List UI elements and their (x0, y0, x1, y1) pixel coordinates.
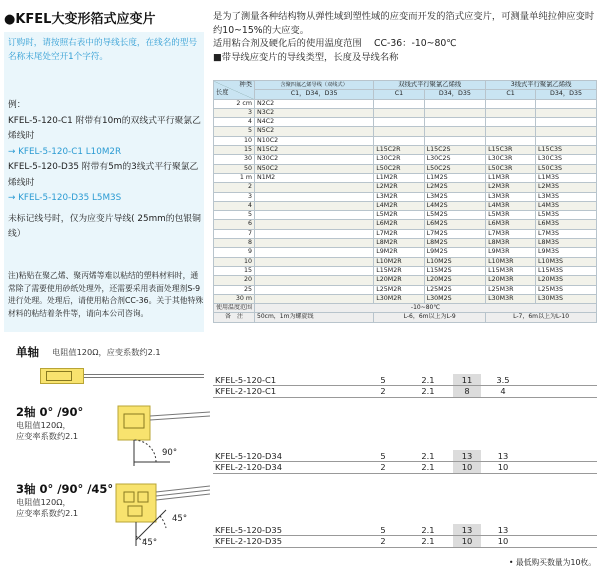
table-cell (486, 136, 536, 145)
table-row (214, 127, 597, 136)
table-row (214, 276, 597, 285)
adhesion-note: 注)粘贴在聚乙烯、聚丙烯等难以粘结的塑料材料时，通常除了需要使用砂纸处理外，还需要采用表面处理剂S-9进行处理。处理后，请使用粘合剂CC-36。关于其他特殊材料的粘结着条件等，请向本公司咨询。 (8, 271, 204, 318)
triaxial-angle-label-1: 45° (172, 514, 188, 524)
table-cell: 10 (214, 136, 255, 145)
table-cell (486, 118, 536, 127)
table-cell: L30C2R (374, 155, 424, 164)
section-biaxial-title: 2轴 0° /90° (16, 405, 84, 419)
table-cell (255, 220, 374, 229)
table-cell: L50C3S (536, 164, 597, 173)
table-cell: L2M3S (536, 183, 597, 192)
table-cell: L5M3R (486, 211, 536, 220)
table-row (214, 239, 597, 248)
table-cell: L6M2S (424, 220, 485, 229)
table-cell: L1M2S (424, 173, 485, 182)
table-cell (255, 239, 374, 248)
table-cell: L25M3R (486, 285, 536, 294)
section-biaxial-spec-2: 应变率系数约2.1 (16, 431, 79, 441)
table-cell: L10M2R (374, 257, 424, 266)
example-2-result: → KFEL-5-120-D35 L5M3S (8, 193, 122, 203)
product-model: KFEL-2-120-C1 (213, 386, 363, 398)
table-cell: L8M3S (536, 239, 597, 248)
table-cell: L50C2S (424, 164, 485, 173)
product-value (525, 462, 597, 474)
product-row (213, 524, 597, 536)
table-cell: 2 (214, 183, 255, 192)
table-cell: L2M2R (374, 183, 424, 192)
table-cell: N50C2 (255, 164, 374, 173)
product-value: 2 (363, 386, 403, 398)
product-value: 10 (453, 462, 481, 474)
table-cell: L10M2S (424, 257, 485, 266)
header-2wire: 双线式平行聚氯乙烯线 (374, 81, 486, 90)
table-cell: L6M3S (536, 220, 597, 229)
table-row (214, 108, 597, 117)
header-3wire-d: D34，D35 (536, 90, 597, 99)
header-length: 长度 (216, 89, 229, 97)
table-row (214, 164, 597, 173)
product-value: 5 (363, 524, 403, 536)
header-kind-length (214, 81, 255, 100)
product-value (525, 374, 597, 386)
remarks-2wire: L-6，6m以上为L-9 (374, 313, 486, 322)
product-row (213, 386, 597, 398)
table-cell (255, 201, 374, 210)
section-uniaxial-spec: 电阻值120Ω，应变系数约2.1 (52, 347, 161, 357)
header-ptfe-sub: C1，D34，D35 (255, 90, 374, 99)
table-row (214, 248, 597, 257)
table-cell: L6M2R (374, 220, 424, 229)
section-triaxial-title: 3轴 0° /90° /45° (16, 482, 114, 496)
intro-text (213, 10, 598, 64)
product-model: KFEL-5-120-D34 (213, 450, 363, 462)
section-triaxial-spec-2: 应变率系数约2.1 (16, 508, 79, 518)
table-cell: N4C2 (255, 118, 374, 127)
table-cell (255, 276, 374, 285)
table-cell (374, 127, 424, 136)
product-value (525, 536, 597, 548)
table-cell: L30M3R (486, 294, 536, 303)
table-cell (424, 118, 485, 127)
intro-line-1: 是为了测量各种结构物从弹性域到塑性域的应变而开发的箔式应变片，可测量单纯拉伸应变时约10~15%的大应变。 (213, 11, 595, 36)
product-value: 2.1 (403, 536, 453, 548)
table-row (214, 201, 597, 210)
table-cell: 15 (214, 146, 255, 155)
table-cell: L7M2S (424, 229, 485, 238)
example-1-result: → KFEL-5-120-C1 L10M2R (8, 146, 122, 157)
product-value: 2 (363, 462, 403, 474)
table-cell (486, 99, 536, 108)
example-2-text: KFEL-5-120-D35 附带有5m的3线式平行聚氯乙烯线时 (8, 162, 199, 188)
table-cell: 9 (214, 248, 255, 257)
table-cell (424, 108, 485, 117)
product-row (213, 374, 597, 386)
product-value: 13 (453, 450, 481, 462)
table-cell: L15M3R (486, 266, 536, 275)
table-cell: 30 (214, 155, 255, 164)
example-label: 例： (8, 100, 26, 110)
table-cell: L25M2S (424, 285, 485, 294)
table-cell: N5C2 (255, 127, 374, 136)
product-row (213, 450, 597, 462)
header-3wire-c1: C1 (486, 90, 536, 99)
table-cell: 50 (214, 164, 255, 173)
table-cell: 8 (214, 239, 255, 248)
product-value: 8 (453, 386, 481, 398)
table-cell: L1M3R (486, 173, 536, 182)
table-cell: L1M2R (374, 173, 424, 182)
table-cell: L5M3S (536, 211, 597, 220)
table-cell: 10 (214, 257, 255, 266)
table-row (214, 99, 597, 108)
table-row (214, 294, 597, 303)
table-cell (536, 136, 597, 145)
table-cell: L6M3R (486, 220, 536, 229)
table-cell: L25M2R (374, 285, 424, 294)
table-row (214, 155, 597, 164)
table-cell (486, 108, 536, 117)
example-1-text: KFEL-5-120-C1 附带有10m的双线式平行聚氯乙烯线时 (8, 115, 201, 141)
table-cell: L30M3S (536, 294, 597, 303)
table-row (214, 118, 597, 127)
table-cell (255, 285, 374, 294)
section-biaxial-spec-1: 电阻值120Ω， (16, 420, 71, 430)
table-cell: L5M2R (374, 211, 424, 220)
table-cell: L7M3S (536, 229, 597, 238)
table-cell (374, 99, 424, 108)
table-cell: 3 (214, 192, 255, 201)
table-cell: L8M2R (374, 239, 424, 248)
table-cell: 4 (214, 118, 255, 127)
table-cell (424, 127, 485, 136)
table-cell: 2 cm (214, 99, 255, 108)
product-table-biaxial (213, 450, 597, 474)
table-cell (424, 99, 485, 108)
remarks-3wire: L-7，6m以上为L-10 (486, 313, 597, 322)
product-value: 2.1 (403, 374, 453, 386)
table-cell: L15C3R (486, 146, 536, 155)
table-cell (255, 248, 374, 257)
table-row (214, 146, 597, 155)
product-row (213, 462, 597, 474)
table-cell (374, 118, 424, 127)
ordering-examples (8, 98, 204, 207)
table-cell (255, 266, 374, 275)
product-model: KFEL-5-120-D35 (213, 524, 363, 536)
page-title: ●KFEL大变形箔式应变片 (4, 12, 156, 27)
table-cell: L50C2R (374, 164, 424, 173)
table-cell: 7 (214, 229, 255, 238)
table-cell: L3M2S (424, 192, 485, 201)
header-2wire-c1: C1 (374, 90, 424, 99)
table-cell: L15M3S (536, 266, 597, 275)
product-value: 2.1 (403, 524, 453, 536)
table-cell (255, 211, 374, 220)
table-cell: L5M2S (424, 211, 485, 220)
table-cell: 3 (214, 108, 255, 117)
table-cell: L3M2R (374, 192, 424, 201)
product-value: 4 (481, 386, 525, 398)
temp-range-value: -10~80℃ (255, 304, 597, 313)
unmarked-lead-note: 未标记线号时，仅为应变片导线( 25mm的包银铜线） (8, 214, 201, 239)
product-value: 5 (363, 450, 403, 462)
table-cell: 5 (214, 127, 255, 136)
table-cell: L30C2S (424, 155, 485, 164)
table-cell: N15C2 (255, 146, 374, 155)
product-value: 2.1 (403, 450, 453, 462)
table-cell: L15M2R (374, 266, 424, 275)
table-cell (255, 183, 374, 192)
table-cell: L20M2R (374, 276, 424, 285)
section-uniaxial-title: 单轴 (16, 345, 39, 359)
intro-line-2: 适用粘合剂及硬化后的使用温度范围 CC-36：-10~80℃ (213, 38, 457, 49)
product-value: 3.5 (481, 374, 525, 386)
product-value: 5 (363, 374, 403, 386)
remarks-label: 备 注 (214, 313, 255, 322)
table-cell: L3M3S (536, 192, 597, 201)
table-cell: 20 (214, 276, 255, 285)
table-cell: 25 (214, 285, 255, 294)
table-cell: 4 (214, 201, 255, 210)
table-cell: L10M3S (536, 257, 597, 266)
triaxial-angle-label-2: 45° (142, 538, 158, 548)
header-ptfe: 含聚四氟乙烯导线（双线式） (255, 81, 374, 90)
product-model: KFEL-2-120-D34 (213, 462, 363, 474)
table-cell: 5 (214, 211, 255, 220)
minimum-order-note: • 最低购买数量为10枚。 (508, 558, 596, 567)
table-cell: L9M2R (374, 248, 424, 257)
table-cell: L8M2S (424, 239, 485, 248)
product-table-triaxial (213, 524, 597, 548)
table-cell (255, 294, 374, 303)
table-cell (536, 118, 597, 127)
product-value (525, 450, 597, 462)
table-cell: L15C3S (536, 146, 597, 155)
table-cell: L20M3R (486, 276, 536, 285)
table-cell: L30M2R (374, 294, 424, 303)
triaxial-gauge-illustration (110, 480, 210, 550)
table-cell (374, 136, 424, 145)
header-kind: 种类 (239, 81, 253, 88)
header-2wire-d: D34，D35 (424, 90, 485, 99)
table-row (214, 192, 597, 201)
table-cell: L30C3S (536, 155, 597, 164)
remarks-ptfe: 50cm，1m为螺旋线 (255, 313, 374, 322)
table-cell: L50C3R (486, 164, 536, 173)
table-cell: L10M3R (486, 257, 536, 266)
table-cell: L4M3S (536, 201, 597, 210)
biaxial-gauge-illustration (110, 400, 210, 470)
table-cell: L30C3R (486, 155, 536, 164)
table-cell (536, 99, 597, 108)
table-cell (374, 108, 424, 117)
table-cell: 6 (214, 220, 255, 229)
table-cell: N10C2 (255, 136, 374, 145)
table-row (214, 136, 597, 145)
product-value: 10 (481, 462, 525, 474)
table-cell: L20M3S (536, 276, 597, 285)
table-cell: 15 (214, 266, 255, 275)
table-cell: L3M3R (486, 192, 536, 201)
table-row (214, 257, 597, 266)
product-model: KFEL-5-120-C1 (213, 374, 363, 386)
table-cell: L9M3R (486, 248, 536, 257)
section-triaxial-spec-1: 电阻值120Ω， (16, 497, 71, 507)
table-cell (255, 192, 374, 201)
table-cell: N2C2 (255, 99, 374, 108)
product-model: KFEL-2-120-D35 (213, 536, 363, 548)
table-cell: L9M3S (536, 248, 597, 257)
table-cell: N1M2 (255, 173, 374, 182)
lead-wire-table (213, 80, 597, 323)
table-row (214, 211, 597, 220)
ordering-info-panel (4, 32, 204, 332)
table-cell: N3C2 (255, 108, 374, 117)
table-cell: N30C2 (255, 155, 374, 164)
table-cell: L15C2R (374, 146, 424, 155)
table-cell (255, 229, 374, 238)
table-cell: L15C2S (424, 146, 485, 155)
table-row (214, 220, 597, 229)
table-row (214, 183, 597, 192)
table-cell: L7M3R (486, 229, 536, 238)
table-cell: L4M3R (486, 201, 536, 210)
table-cell: L15M2S (424, 266, 485, 275)
table-cell: L25M3S (536, 285, 597, 294)
table-cell: L7M2R (374, 229, 424, 238)
product-value: 13 (453, 524, 481, 536)
biaxial-angle-label: 90° (162, 448, 178, 458)
table-cell: L4M2S (424, 201, 485, 210)
table-row (214, 173, 597, 182)
product-value: 13 (481, 450, 525, 462)
product-row (213, 536, 597, 548)
table-cell: 1 m (214, 173, 255, 182)
product-value: 10 (453, 536, 481, 548)
table-cell: L4M2R (374, 201, 424, 210)
table-cell (486, 127, 536, 136)
product-value: 2.1 (403, 386, 453, 398)
product-table-uniaxial (213, 374, 597, 398)
table-row (214, 229, 597, 238)
table-cell: L9M2S (424, 248, 485, 257)
table-row (214, 266, 597, 275)
table-cell (536, 127, 597, 136)
product-value: 11 (453, 374, 481, 386)
intro-line-3: ■带导线应变片的导线类型，长度及导线名称 (213, 51, 399, 63)
table-cell: 30 m (214, 294, 255, 303)
table-cell: L2M2S (424, 183, 485, 192)
header-3wire: 3线式平行聚氯乙烯线 (486, 81, 597, 90)
table-cell: L8M3R (486, 239, 536, 248)
table-cell: L2M3R (486, 183, 536, 192)
table-cell (424, 136, 485, 145)
product-value: 2 (363, 536, 403, 548)
uniaxial-gauge-illustration (40, 366, 205, 386)
product-value: 13 (481, 524, 525, 536)
temp-range-label: 使用温度范围 (214, 304, 255, 313)
product-value (525, 386, 597, 398)
product-value: 10 (481, 536, 525, 548)
product-value (525, 524, 597, 536)
table-cell: L1M3S (536, 173, 597, 182)
product-value: 2.1 (403, 462, 453, 474)
table-cell (255, 257, 374, 266)
table-cell: L20M2S (424, 276, 485, 285)
table-row (214, 285, 597, 294)
table-cell (536, 108, 597, 117)
table-cell: L30M2S (424, 294, 485, 303)
ordering-hint: 订购时，请按照右表中的导线长度，在线名的型号名称末尾处空开1个字符。 (8, 38, 198, 62)
